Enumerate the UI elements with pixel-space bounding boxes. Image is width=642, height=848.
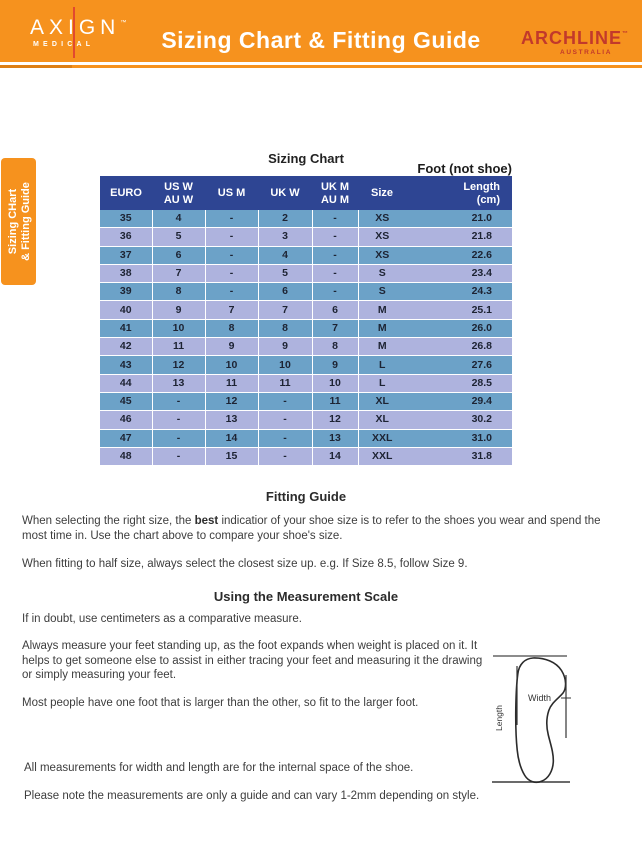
- table-cell: 25.1: [406, 301, 512, 319]
- table-cell: L: [358, 356, 406, 374]
- table-cell: 10: [258, 356, 312, 374]
- table-cell: S: [358, 264, 406, 282]
- table-cell: 11: [152, 338, 205, 356]
- table-cell: 45: [100, 392, 152, 410]
- side-tab-line2: & Fitting Guide: [19, 182, 32, 261]
- table-row: [100, 356, 512, 374]
- table-row: [100, 392, 512, 410]
- table-cell: 4: [152, 210, 205, 228]
- table-cell: 2: [258, 210, 312, 228]
- table-cell: 10: [205, 356, 258, 374]
- table-row: [100, 447, 512, 465]
- table-cell: 4: [258, 246, 312, 264]
- table-cell: 7: [205, 301, 258, 319]
- sizing-table-body: [100, 210, 512, 466]
- table-cell: 40: [100, 301, 152, 319]
- table-cell: 36: [100, 228, 152, 246]
- table-row: [100, 301, 512, 319]
- table-row: [100, 210, 512, 228]
- table-cell: 24.3: [406, 283, 512, 301]
- column-header-uk-m: UK M AU M: [312, 176, 358, 210]
- table-cell: 11: [258, 374, 312, 392]
- table-row: [100, 228, 512, 246]
- table-cell: 26.0: [406, 319, 512, 337]
- table-cell: -: [205, 283, 258, 301]
- table-cell: 12: [205, 392, 258, 410]
- table-cell: 12: [312, 411, 358, 429]
- trademark-symbol: ™: [120, 20, 127, 26]
- table-cell: 47: [100, 429, 152, 447]
- column-header-length: Length (cm): [406, 176, 512, 210]
- table-cell: 21.0: [406, 210, 512, 228]
- table-row: [100, 246, 512, 264]
- table-row: [100, 411, 512, 429]
- table-cell: -: [312, 246, 358, 264]
- table-cell: M: [358, 319, 406, 337]
- table-cell: 43: [100, 356, 152, 374]
- table-cell: 6: [152, 246, 205, 264]
- table-cell: 41: [100, 319, 152, 337]
- sizing-table: [100, 176, 512, 466]
- table-row: [100, 319, 512, 337]
- column-header-uk-w: UK W: [258, 176, 312, 210]
- table-cell: 8: [258, 319, 312, 337]
- column-header-euro: EURO: [100, 176, 152, 210]
- table-cell: 38: [100, 264, 152, 282]
- side-tab: [1, 158, 36, 285]
- table-cell: 7: [152, 264, 205, 282]
- table-cell: 44: [100, 374, 152, 392]
- table-cell: 10: [152, 319, 205, 337]
- archline-logo-text: ARCHLINE™: [521, 28, 628, 48]
- table-cell: 21.8: [406, 228, 512, 246]
- table-cell: -: [205, 210, 258, 228]
- table-cell: XL: [358, 392, 406, 410]
- table-cell: 42: [100, 338, 152, 356]
- table-cell: -: [205, 228, 258, 246]
- table-cell: 35: [100, 210, 152, 228]
- table-cell: S: [358, 283, 406, 301]
- table-cell: XS: [358, 210, 406, 228]
- table-cell: 10: [312, 374, 358, 392]
- table-cell: -: [312, 228, 358, 246]
- table-cell: -: [312, 264, 358, 282]
- table-row: [100, 374, 512, 392]
- table-cell: 5: [258, 264, 312, 282]
- table-row: [100, 429, 512, 447]
- table-cell: XXL: [358, 447, 406, 465]
- table-cell: 48: [100, 447, 152, 465]
- foot-measurement-diagram: [488, 648, 583, 793]
- measurement-scale-heading: Using the Measurement Scale: [213, 589, 399, 604]
- table-header-row: [100, 176, 512, 210]
- column-header-us-w: US W AU W: [152, 176, 205, 210]
- table-cell: 46: [100, 411, 152, 429]
- measurement-paragraph-2: Always measure your feet standing up, as the foot expands when weight is placed on it. It helps to get someone else to assist in either tracing your feet and measuring it the drawing or simply measuring your feet.: [22, 640, 483, 681]
- table-cell: 29.4: [406, 392, 512, 410]
- table-cell: XS: [358, 246, 406, 264]
- table-cell: -: [312, 283, 358, 301]
- header-divider: [0, 65, 642, 68]
- table-cell: -: [152, 411, 205, 429]
- trademark-symbol: ™: [622, 31, 628, 37]
- table-cell: 7: [312, 319, 358, 337]
- table-cell: 13: [152, 374, 205, 392]
- axign-logo-text: AXIGN™: [30, 16, 127, 39]
- table-cell: -: [312, 210, 358, 228]
- measurement-paragraph-5: Please note the measurements are only a guide and can vary 1-2mm depending on style.: [24, 790, 480, 802]
- foot-not-shoe-label: Foot (not shoe): [417, 161, 512, 176]
- table-cell: 26.8: [406, 338, 512, 356]
- foot-outline: [516, 658, 566, 782]
- measurement-paragraph-3: Most people have one foot that is larger than the other, so fit to the larger foot.: [22, 697, 419, 709]
- table-cell: 13: [312, 429, 358, 447]
- table-row: [100, 264, 512, 282]
- archline-logo-subtext: AUSTRALIA: [560, 49, 612, 56]
- table-cell: XS: [358, 228, 406, 246]
- table-row: [100, 283, 512, 301]
- page-title: Sizing Chart & Fitting Guide: [161, 27, 481, 53]
- table-cell: 8: [152, 283, 205, 301]
- table-cell: XXL: [358, 429, 406, 447]
- table-cell: 11: [205, 374, 258, 392]
- measurement-paragraph-1: If in doubt, use centimeters as a comparative measure.: [22, 613, 302, 625]
- table-cell: 6: [258, 283, 312, 301]
- table-cell: 37: [100, 246, 152, 264]
- width-label: Width: [528, 693, 552, 703]
- table-cell: -: [258, 429, 312, 447]
- table-cell: -: [152, 429, 205, 447]
- table-cell: 14: [312, 447, 358, 465]
- header-divider-accent: [0, 65, 72, 68]
- column-header-us-m: US M: [205, 176, 258, 210]
- table-cell: 5: [152, 228, 205, 246]
- fitting-guide-paragraph-1: When selecting the right size, the best indicatior of your shoe size is to refer to the shoes you wear and spend the most time in. Use the chart above to compare your shoe's size.: [22, 515, 601, 542]
- table-cell: 31.0: [406, 429, 512, 447]
- table-cell: 9: [152, 301, 205, 319]
- table-cell: 8: [312, 338, 358, 356]
- table-cell: -: [258, 411, 312, 429]
- table-cell: M: [358, 301, 406, 319]
- table-cell: 15: [205, 447, 258, 465]
- side-tab-line1: Sizing CHart: [6, 188, 19, 255]
- table-cell: -: [152, 392, 205, 410]
- table-cell: -: [152, 447, 205, 465]
- table-cell: -: [258, 447, 312, 465]
- table-cell: XL: [358, 411, 406, 429]
- table-cell: 3: [258, 228, 312, 246]
- table-cell: 11: [312, 392, 358, 410]
- table-cell: -: [205, 264, 258, 282]
- table-cell: L: [358, 374, 406, 392]
- table-cell: 14: [205, 429, 258, 447]
- fitting-guide-paragraph-2: When fitting to half size, always select the closest size up. e.g. If Size 8.5, follow Size 9.: [22, 558, 468, 570]
- sizing-chart-title: Sizing Chart: [268, 151, 344, 166]
- table-cell: 9: [312, 356, 358, 374]
- table-cell: -: [205, 246, 258, 264]
- table-cell: 9: [258, 338, 312, 356]
- table-cell: 28.5: [406, 374, 512, 392]
- table-cell: 12: [152, 356, 205, 374]
- table-cell: 23.4: [406, 264, 512, 282]
- bold-word: best: [194, 515, 219, 527]
- table-cell: 30.2: [406, 411, 512, 429]
- column-header-size: Size: [358, 176, 406, 210]
- table-cell: 8: [205, 319, 258, 337]
- archline-logo: [521, 25, 628, 56]
- table-cell: 9: [205, 338, 258, 356]
- table-cell: -: [258, 392, 312, 410]
- fitting-guide-heading: Fitting Guide: [265, 489, 347, 504]
- table-row: [100, 338, 512, 356]
- table-cell: 7: [258, 301, 312, 319]
- table-cell: 39: [100, 283, 152, 301]
- table-cell: M: [358, 338, 406, 356]
- table-cell: 31.8: [406, 447, 512, 465]
- side-tab-label: [2, 158, 37, 285]
- axign-logo-subtext: MEDICAL: [33, 41, 95, 48]
- table-cell: 22.6: [406, 246, 512, 264]
- table-cell: 13: [205, 411, 258, 429]
- table-cell: 6: [312, 301, 358, 319]
- measurement-paragraph-4: All measurements for width and length are for the internal space of the shoe.: [24, 762, 414, 774]
- length-label: Length: [494, 705, 504, 731]
- table-cell: 27.6: [406, 356, 512, 374]
- page-header: [0, 0, 642, 62]
